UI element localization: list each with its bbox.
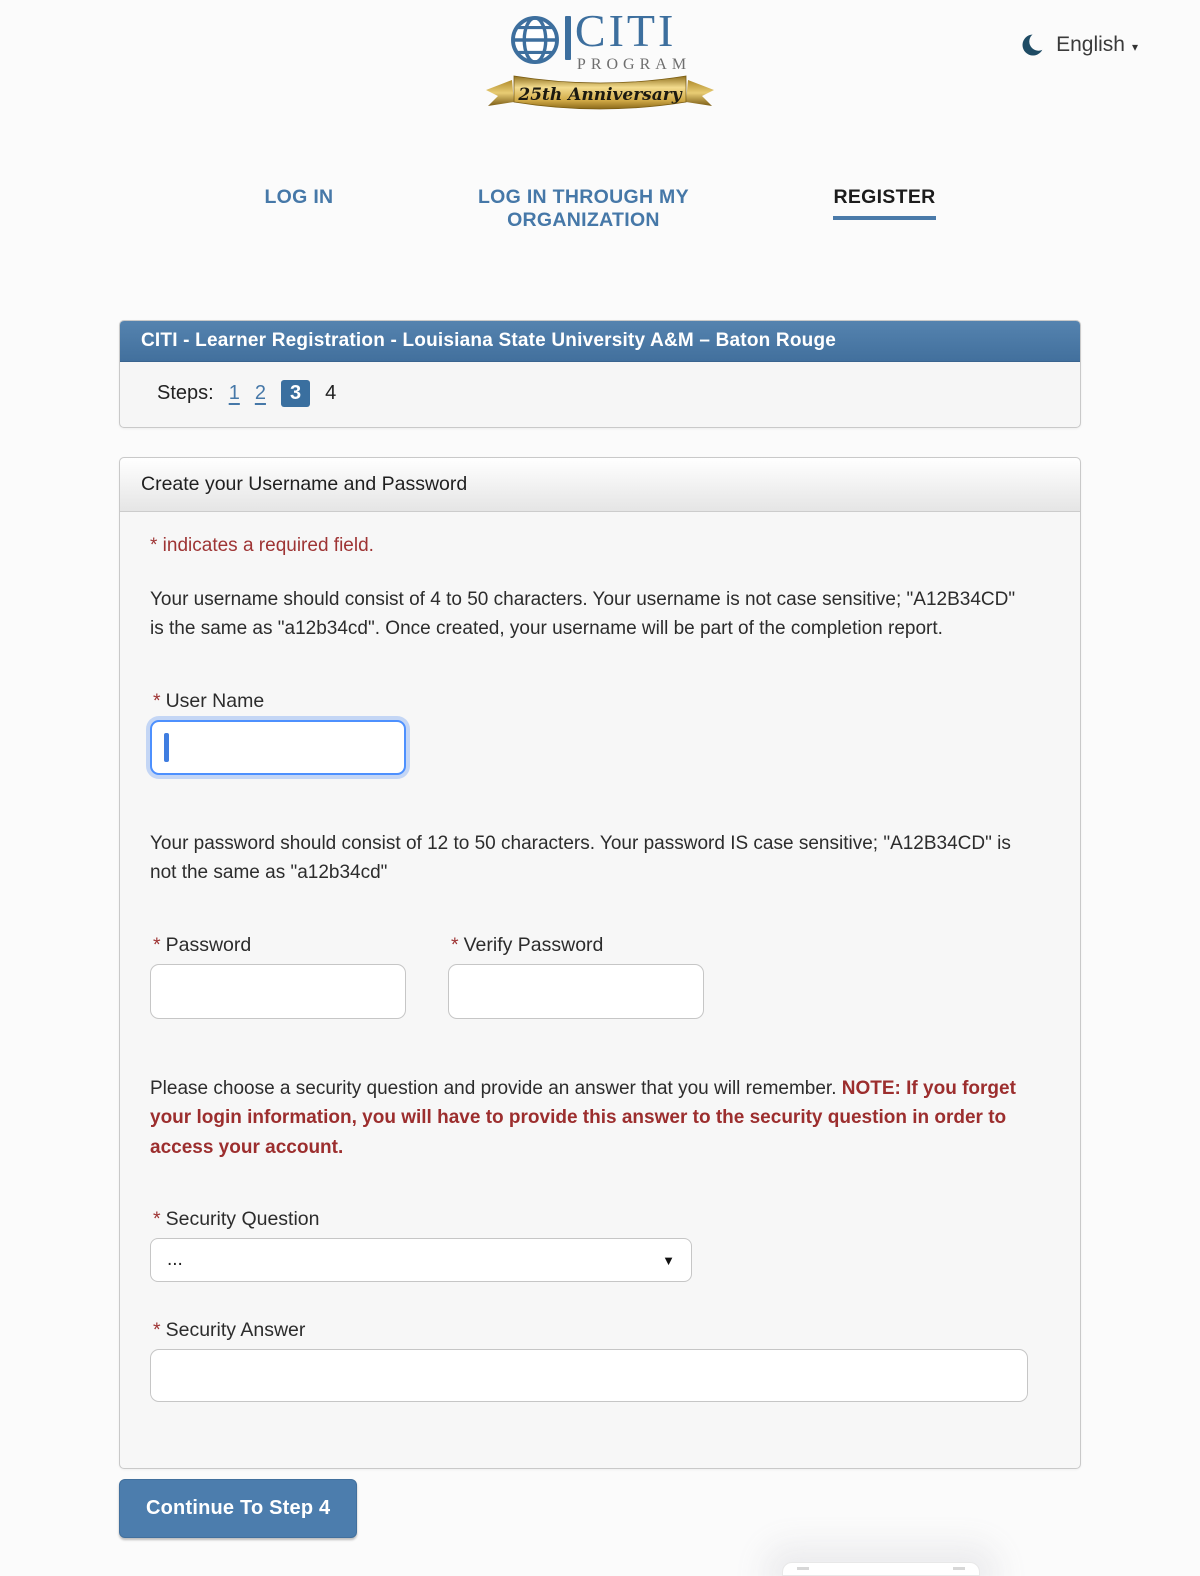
- required-asterisk: *: [153, 1319, 161, 1342]
- logo-title: CITI: [574, 5, 677, 56]
- language-selector[interactable]: [1021, 32, 1138, 58]
- svg-text:25th Anniversary: 25th Anniversary: [518, 85, 682, 105]
- continue-to-step-4-button[interactable]: Continue To Step 4: [119, 1479, 357, 1538]
- page-header: [0, 0, 1200, 150]
- registration-header-box: [119, 320, 1081, 428]
- caret-down-icon: ▾: [1131, 40, 1138, 54]
- required-asterisk: *: [153, 1208, 161, 1231]
- create-credentials-panel: [119, 457, 1081, 1469]
- chevron-down-icon: ▼: [662, 1252, 675, 1268]
- auth-nav: [0, 186, 1200, 256]
- security-answer-input[interactable]: [150, 1349, 1028, 1402]
- required-asterisk: *: [451, 933, 459, 956]
- step-1-link[interactable]: 1: [228, 382, 240, 404]
- security-question-label: * Security Question: [153, 1208, 320, 1231]
- anniversary-ribbon: [480, 68, 720, 119]
- text-cursor: [164, 733, 169, 762]
- username-help-text: Your username should consist of 4 to 50 characters. Your username is not case sensitive; "A12B34CD" is the same as "a12b34cd". Once created, your username will be part of the completion report.: [150, 589, 1016, 640]
- security-answer-label: * Security Answer: [153, 1319, 306, 1342]
- step-3-current: 3: [281, 380, 310, 407]
- security-question-selected-value: ...: [167, 1249, 183, 1271]
- globe-icon: [509, 14, 561, 71]
- password-field-group: [150, 934, 406, 1019]
- password-input[interactable]: [150, 964, 406, 1019]
- tab-log-in[interactable]: LOG IN: [264, 186, 334, 208]
- security-question-field-group: [150, 1208, 1050, 1282]
- tab-log-in-through-my-organization[interactable]: LOG IN THROUGH MY ORGANIZATION: [477, 186, 689, 232]
- password-fields-row: [150, 934, 1050, 1019]
- citi-program-logo: [480, 5, 720, 119]
- floating-widget-edge[interactable]: [782, 1562, 980, 1576]
- security-question-select[interactable]: [150, 1238, 692, 1282]
- security-answer-field-group: [150, 1319, 1050, 1402]
- verify-password-label: * Verify Password: [451, 933, 604, 956]
- username-input[interactable]: [150, 720, 406, 775]
- step-2-link[interactable]: 2: [254, 382, 266, 404]
- required-field-note: * indicates a required field.: [150, 535, 374, 556]
- username-label: * User Name: [153, 689, 265, 712]
- required-asterisk: *: [150, 535, 158, 556]
- panel-title: Create your Username and Password: [120, 458, 1080, 512]
- password-help-text: Your password should consist of 12 to 50 characters. Your password IS case sensitive; "A12B34CD" is not the same as "a12b34cd": [150, 832, 1011, 884]
- moon-icon[interactable]: [1021, 32, 1047, 58]
- required-asterisk: *: [153, 933, 161, 956]
- language-label[interactable]: English: [1056, 33, 1125, 56]
- security-note-warning: NOTE: If you forget your login information, you will have to provide this answer to the security question in order to access your account.: [150, 1077, 1016, 1158]
- security-question-help-text: Please choose a security question and provide an answer that you will remember. NOTE: If you forget your login information, you will have to provide this answer to the security question in order to access your account.: [150, 1077, 1016, 1158]
- registration-title: CITI - Learner Registration - Louisiana State University A&M – Baton Rouge: [120, 321, 1080, 362]
- verify-password-input[interactable]: [448, 964, 704, 1019]
- step-4: 4: [325, 382, 337, 404]
- verify-password-field-group: [448, 934, 704, 1019]
- logo-subtitle: PROGRAM: [576, 56, 692, 73]
- logo-divider-bar: [565, 16, 571, 60]
- username-field-group: [150, 690, 1050, 775]
- tab-register[interactable]: REGISTER: [833, 186, 935, 220]
- steps-indicator: [120, 362, 1080, 427]
- required-asterisk: *: [153, 689, 161, 712]
- password-label: * Password: [153, 933, 252, 956]
- steps-label: Steps:: [157, 382, 214, 404]
